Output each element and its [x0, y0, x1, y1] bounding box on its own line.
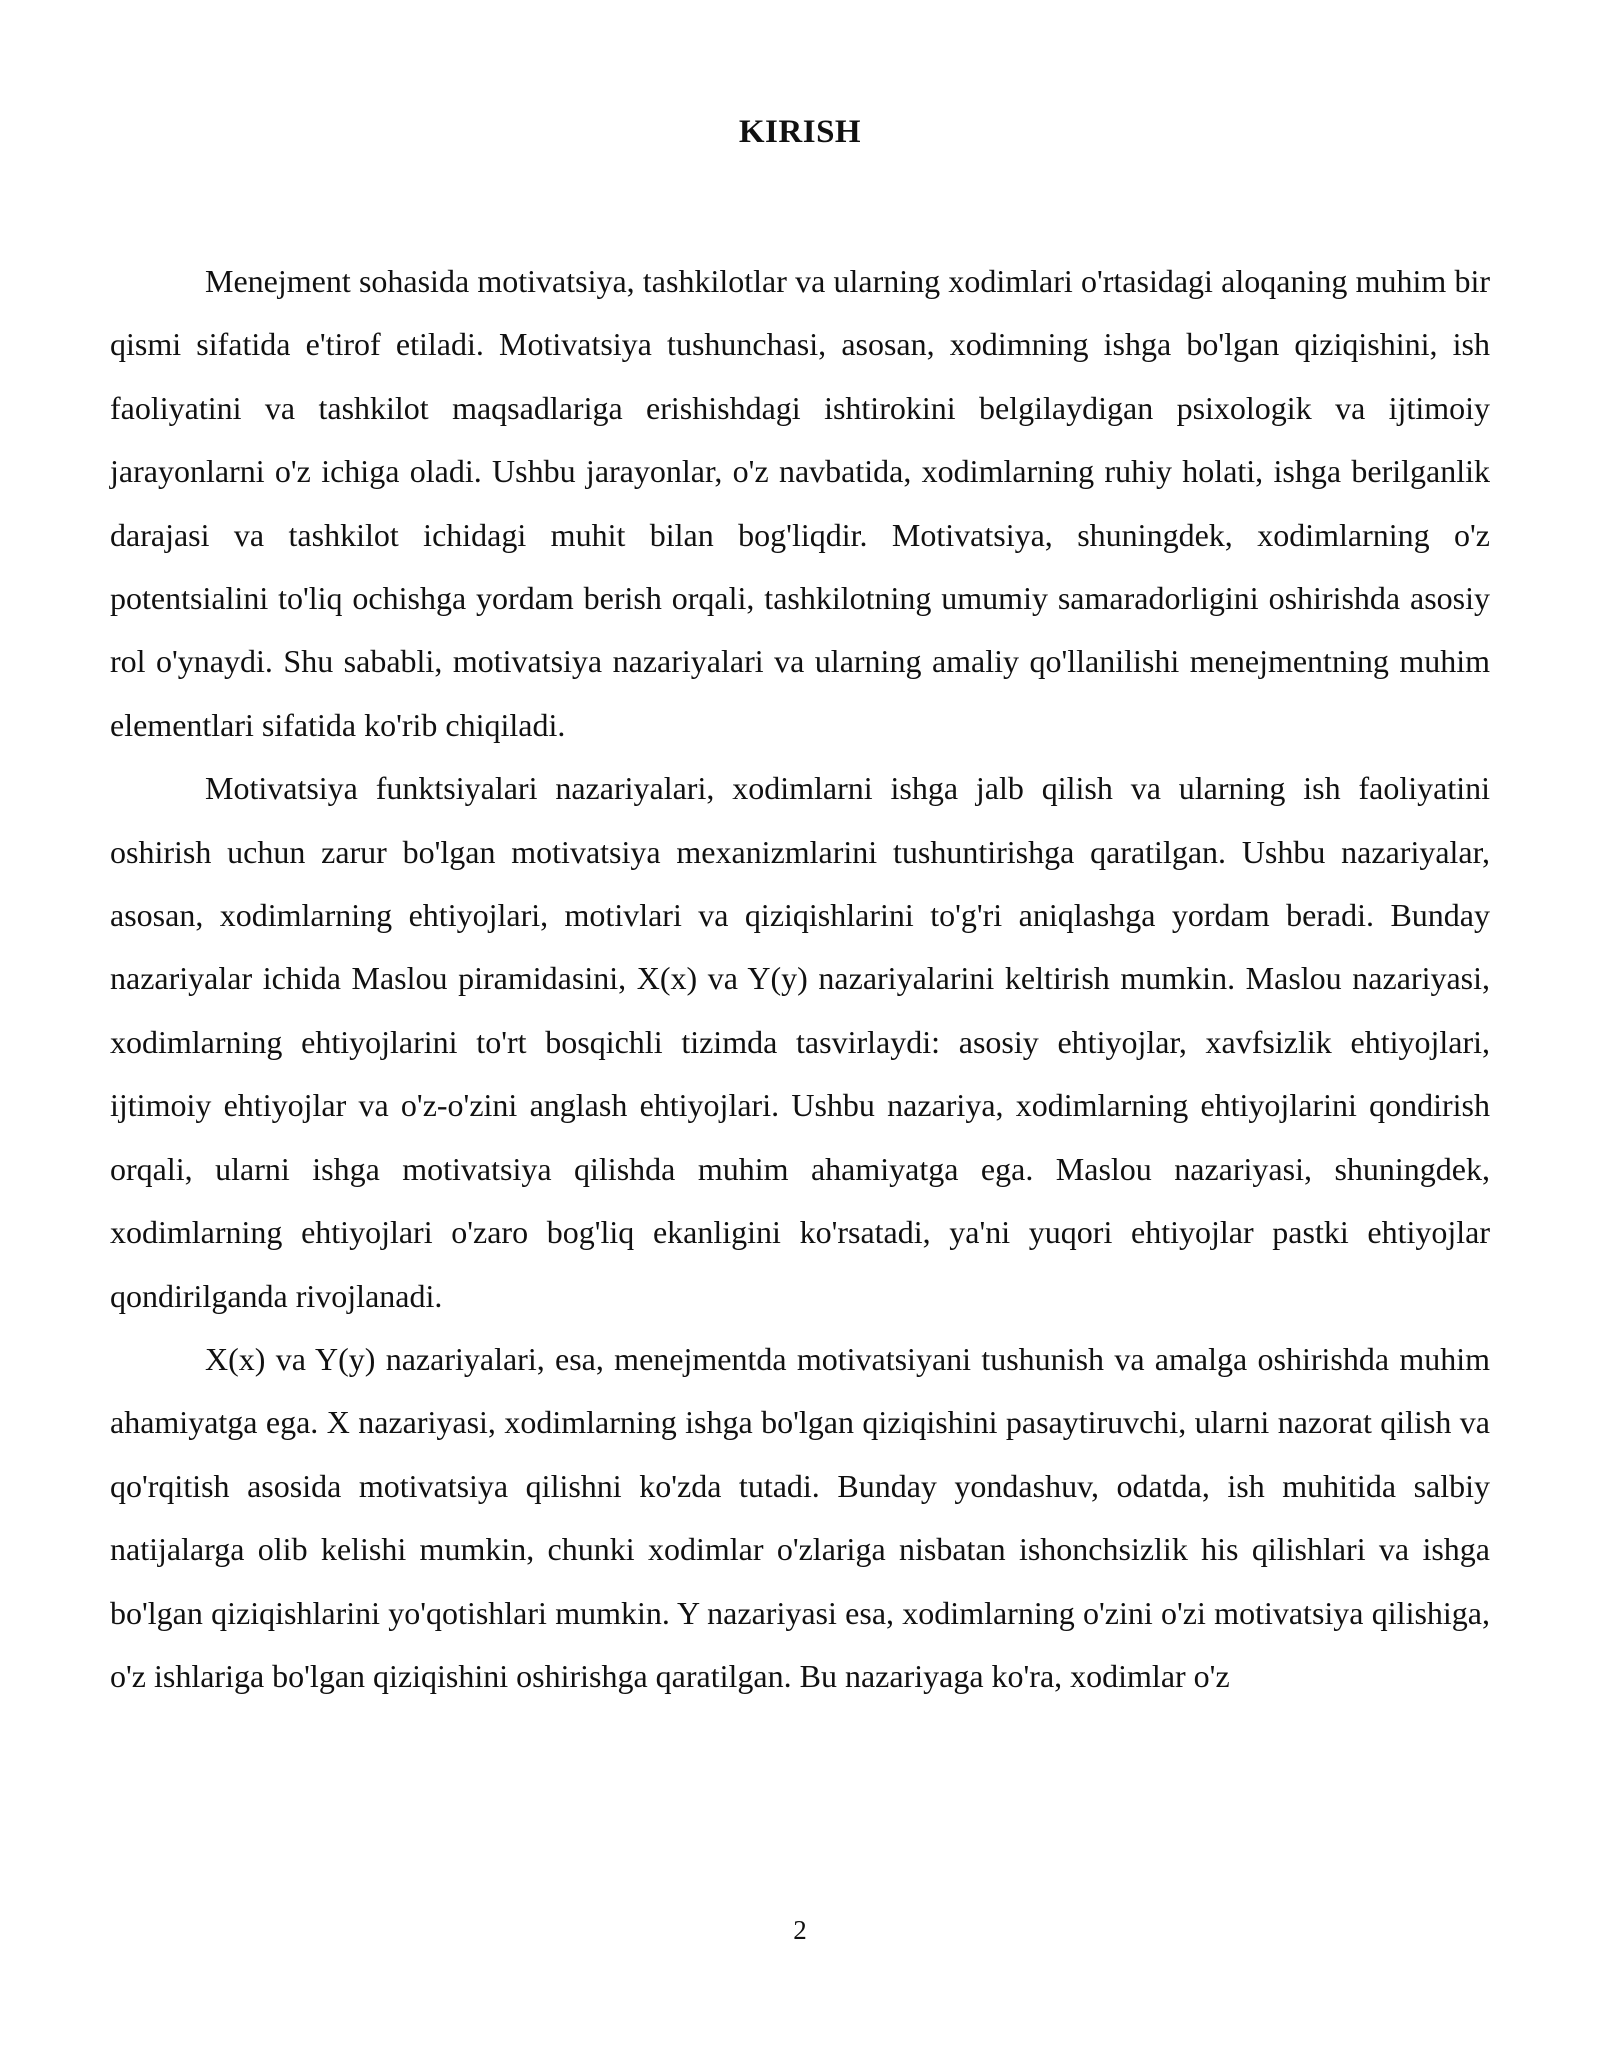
page-title: KIRISH: [738, 114, 862, 150]
page-number: 2: [793, 1915, 807, 1945]
paragraph-2: Motivatsiya funktsiyalari nazariyalari, xodimlarni ishga jalb qilish va ularning ish faoliyatini oshirish uchun zarur bo'lgan motivatsiya mexanizmlarini tushuntirishga qaratilgan. Ushbu nazariyalar, asosan, xodimlarning ehtiyojlari, motivlari va qiziqishlarini to'g'ri aniqlashga yordam beradi. Bunday nazariyalar ichida Maslou piramidasini, X(x) va Y(y) nazariyalarini keltirish mumkin. Maslou nazariyasi, xodimlarning ehtiyojlarini to'rt bosqichli tizimda tasvirlaydi: asosiy ehtiyojlar, xavfsizlik ehtiyojlari, ijtimoiy ehtiyojlar va o'z-o'zini anglash ehtiyojlari. Ushbu nazariya, xodimlarning ehtiyojlarini qondirish orqali, ularni ishga motivatsiya qilishda muhim ahamiyatga ega. Maslou nazariyasi, shuningdek, xodimlarning ehtiyojlari o'zaro bog'liq ekanligini ko'rsatadi, ya'ni yuqori ehtiyojlar pastki ehtiyojlar qondirilganda rivojlanadi.: [110, 770, 1490, 1314]
paragraph-1: Menejment sohasida motivatsiya, tashkilotlar va ularning xodimlari o'rtasidagi aloqaning muhim bir qismi sifatida e'tirof etiladi. Motivatsiya tushunchasi, asosan, xodimning ishga bo'lgan qiziqishini, ish faoliyatini va tashkilot maqsadlariga erishishdagi ishtirokini belgilaydigan psixologik va ijtimoiy jarayonlarni o'z ichiga oladi. Ushbu jarayonlar, o'z navbatida, xodimlarning ruhiy holati, ishga berilganlik darajasi va tashkilot ichidagi muhit bilan bog'liqdir. Motivatsiya, shuningdek, xodimlarning o'z potentsialini to'liq ochishga yordam berish orqali, tashkilotning umumiy samaradorligini oshirishda asosiy rol o'ynaydi. Shu sababli, motivatsiya nazariyalari va ularning amaliy qo'llanilishi menejmentning muhim elementlari sifatida ko'rib chiqiladi.: [110, 263, 1490, 743]
body-text: [110, 250, 1490, 1708]
paragraph-3: X(x) va Y(y) nazariyalari, esa, menejmentda motivatsiyani tushunish va amalga oshirishda muhim ahamiyatga ega. X nazariyasi, xodimlarning ishga bo'lgan qiziqishini pasaytiruvchi, ularni nazorat qilish va qo'rqitish asosida motivatsiya qilishni ko'zda tutadi. Bunday yondashuv, odatda, ish muhitida salbiy natijalarga olib kelishi mumkin, chunki xodimlar o'zlariga nisbatan ishonchsizlik his qilishlari va ishga bo'lgan qiziqishlarini yo'qotishlari mumkin. Y nazariyasi esa, xodimlarning o'zini o'zi motivatsiya qilishiga, o'z ishlariga bo'lgan qiziqishini oshirishga qaratilgan. Bu nazariyaga ko'ra, xodimlar o'z: [110, 1340, 1490, 1694]
